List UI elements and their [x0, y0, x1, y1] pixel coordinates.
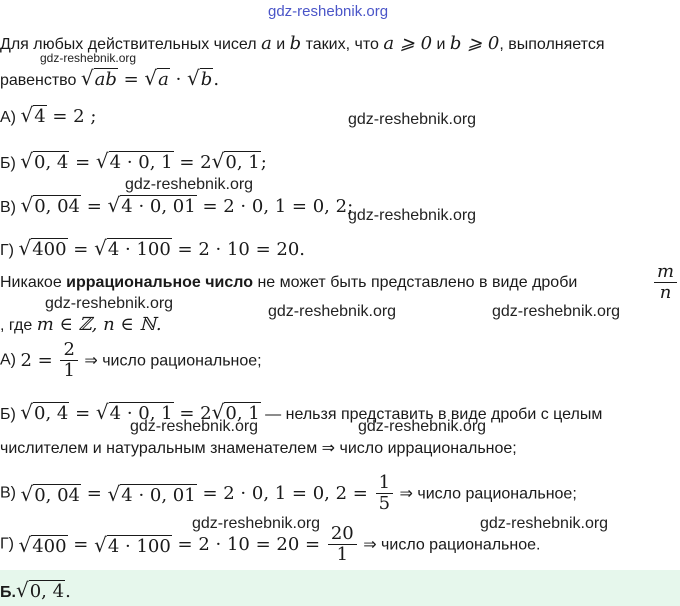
math-expr: =	[67, 239, 95, 260]
answer-label: Б.	[0, 584, 16, 601]
math-expr: = 2 · 0, 1 = 0, 2;	[196, 196, 354, 217]
intro-and: и	[271, 36, 290, 53]
irrational-line-2	[0, 314, 162, 335]
sqrt-expr: √4 · 0, 1	[95, 400, 173, 424]
math-expr: = 2 · 10 = 20 =	[171, 534, 326, 555]
intro-text: , выполняется	[499, 36, 605, 53]
watermark: gdz-reshebnik.org	[130, 418, 259, 435]
watermark: gdz-reshebnik.org	[492, 303, 621, 320]
item-label: Б)	[0, 406, 16, 423]
item-label: В)	[0, 484, 16, 502]
part2-item-a	[0, 340, 262, 381]
fraction: $\frac{1}{5}$	[376, 473, 393, 514]
conclusion-text: числителем и натуральным знаменателем ⇒ число иррациональное;	[0, 440, 517, 457]
watermark: gdz-reshebnik.org	[348, 111, 477, 128]
conclusion-text: — нельзя представить в виде дроби с целым	[260, 406, 603, 423]
sqrt-ab: √ab	[80, 66, 117, 90]
item-label: А)	[0, 109, 16, 126]
intro-line-2	[0, 66, 219, 90]
part1-item-v	[0, 193, 353, 217]
math-expr: 2 =	[20, 350, 59, 371]
sqrt-expr: √4	[20, 103, 46, 127]
answer-sqrt: √0, 4	[15, 578, 65, 602]
part2-item-v	[0, 473, 577, 514]
answer-box	[0, 570, 680, 606]
math-expr: =	[67, 534, 95, 555]
sqrt-a: √a	[144, 66, 169, 90]
intro-text: Для любых действительных чисел	[0, 36, 262, 53]
part1-item-g	[0, 236, 305, 260]
sqrt-expr: √0, 4	[20, 400, 69, 424]
math-expr: =	[81, 196, 108, 217]
watermark: gdz-reshebnik.org	[40, 51, 137, 65]
intro-text: таких, что	[301, 36, 384, 53]
item-label: В)	[0, 199, 16, 216]
sqrt-expr: √4 · 0, 01	[107, 193, 196, 217]
part2-item-b	[0, 400, 602, 424]
math-expr: ;	[260, 152, 267, 173]
var-a: a	[261, 33, 272, 54]
paragraph-text: , где	[0, 317, 37, 334]
set-condition: m ∈ ℤ, n ∈ ℕ.	[36, 314, 162, 335]
fraction-m-n: $\frac{m}{n}$	[654, 262, 677, 303]
item-label: Б)	[0, 155, 16, 172]
math-expr: = 2 ;	[46, 106, 97, 127]
fraction: $\frac{20}{1}$	[328, 524, 357, 565]
sqrt-expr: √4 · 0, 1	[95, 149, 173, 173]
intro-text: равенство	[0, 72, 81, 89]
paragraph-text: Никакое	[0, 274, 67, 291]
math-expr: = 2 · 10 = 20.	[171, 239, 306, 260]
eq-sign: =	[117, 69, 145, 90]
math-expr: = 2	[173, 152, 212, 173]
condition-b: b ⩾ 0	[449, 33, 500, 54]
sqrt-expr: √4 · 0, 01	[107, 481, 196, 506]
condition-a: a ⩾ 0	[383, 33, 433, 54]
math-expr: =	[69, 152, 96, 173]
item-label: Г)	[0, 242, 14, 259]
watermark: gdz-reshebnik.org	[358, 418, 487, 435]
sqrt-expr: √0, 1	[211, 149, 260, 173]
sqrt-expr: √0, 04	[20, 193, 81, 217]
part2-item-b-cont	[0, 438, 517, 458]
part2-item-g	[0, 524, 540, 565]
part1-item-a	[0, 103, 96, 127]
paragraph-text: не может быть представлено в виде дроби	[253, 274, 578, 291]
math-expr: =	[69, 403, 96, 424]
irrational-line-1	[0, 274, 577, 292]
part1-item-b	[0, 149, 267, 173]
intro-line-1	[0, 33, 604, 54]
var-b: b	[289, 33, 302, 54]
item-label: А)	[0, 351, 16, 369]
watermark-top: gdz-reshebnik.org	[268, 3, 389, 20]
sqrt-expr: √400	[18, 532, 67, 557]
period: .	[213, 69, 220, 90]
sqrt-expr: √400	[18, 236, 67, 260]
math-expr: =	[81, 483, 108, 504]
math-expr: = 2	[173, 403, 212, 424]
watermark: gdz-reshebnik.org	[45, 295, 174, 312]
watermark: gdz-reshebnik.org	[125, 176, 254, 193]
conclusion-text: ⇒ число рациональное;	[395, 485, 577, 503]
intro-and: и	[432, 36, 450, 53]
bold-term: иррациональное число	[66, 274, 253, 291]
conclusion-text: ⇒ число рациональное.	[358, 536, 541, 554]
math-expr: = 2 · 0, 1 = 0, 2 =	[196, 483, 374, 504]
dot-sign: ·	[169, 69, 188, 90]
fraction: $\frac{2}{1}$	[60, 340, 77, 381]
conclusion-text: ⇒ число рациональное;	[79, 352, 262, 370]
sqrt-expr: √4 · 100	[94, 532, 171, 557]
item-label: Г)	[0, 535, 14, 553]
watermark: gdz-reshebnik.org	[192, 515, 321, 532]
sqrt-expr: √0, 4	[20, 149, 69, 173]
answer-line	[0, 578, 71, 602]
sqrt-expr: √0, 04	[20, 481, 81, 506]
sqrt-b: √b	[187, 66, 213, 90]
sqrt-expr: √0, 1	[211, 400, 260, 424]
watermark: gdz-reshebnik.org	[480, 515, 609, 532]
sqrt-expr: √4 · 100	[94, 236, 171, 260]
answer-end: .	[65, 581, 71, 602]
watermark: gdz-reshebnik.org	[268, 303, 397, 320]
watermark: gdz-reshebnik.org	[348, 207, 477, 224]
